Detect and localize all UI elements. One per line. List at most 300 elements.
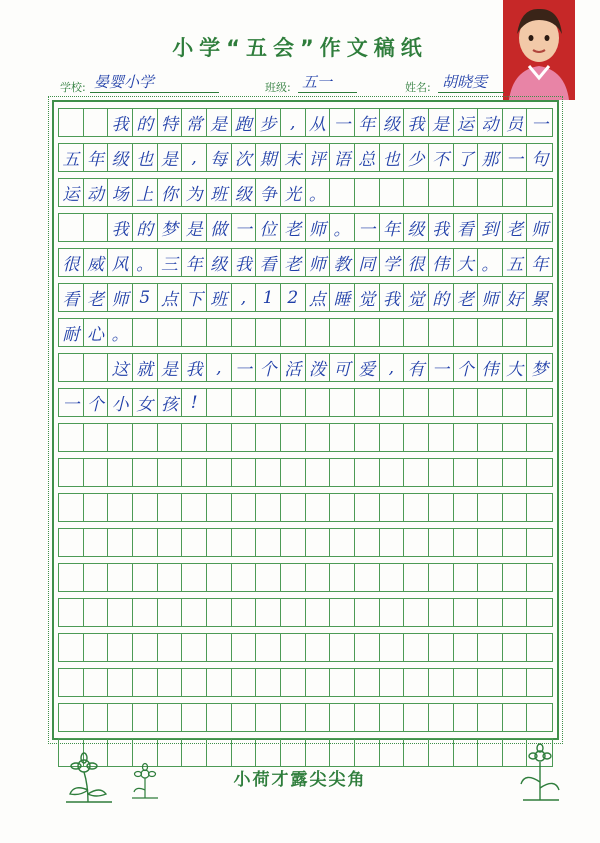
grid-cell: 就 bbox=[133, 354, 158, 381]
grid-cell: 五 bbox=[503, 249, 528, 276]
grid-cell: 一 bbox=[330, 109, 355, 136]
grid-row bbox=[58, 108, 553, 137]
grid-cell bbox=[503, 459, 528, 486]
grid-cell bbox=[133, 459, 158, 486]
grid-cell bbox=[207, 669, 232, 696]
name-field[interactable]: 胡晓雯 bbox=[438, 72, 504, 93]
grid-cell bbox=[404, 599, 429, 626]
grid-cell bbox=[59, 494, 84, 521]
grid-cell bbox=[207, 704, 232, 731]
grid-cell: 运 bbox=[59, 179, 84, 206]
grid-cell bbox=[59, 564, 84, 591]
grid-cell bbox=[281, 389, 306, 416]
grid-cell: 累 bbox=[531, 290, 549, 310]
grid-cell bbox=[355, 704, 380, 731]
grid-cell bbox=[207, 494, 232, 521]
grid-cell: 是 bbox=[158, 354, 183, 381]
grid-cell bbox=[380, 704, 405, 731]
grid-cell bbox=[330, 319, 355, 346]
grid-cell bbox=[133, 564, 158, 591]
grid-cell bbox=[478, 634, 503, 661]
grid-cell bbox=[281, 319, 306, 346]
grid-cell: 级 bbox=[108, 144, 133, 171]
grid-cell bbox=[59, 459, 84, 486]
grid-cell: 1 bbox=[256, 284, 281, 311]
grid-cell: 句 bbox=[531, 150, 549, 170]
grid-cell bbox=[478, 564, 503, 591]
grid-cell bbox=[306, 669, 331, 696]
grid-cell bbox=[429, 599, 454, 626]
grid-cell bbox=[232, 704, 257, 731]
name-label: 姓名: bbox=[405, 81, 431, 94]
grid-cell bbox=[503, 179, 528, 206]
grid-cell: 不 bbox=[429, 144, 454, 171]
grid-cell bbox=[429, 704, 454, 731]
grid-row bbox=[58, 423, 553, 452]
grid-cell bbox=[108, 634, 133, 661]
grid-cell: 师 bbox=[306, 214, 331, 241]
grid-cell bbox=[330, 494, 355, 521]
grid-cell: 心 bbox=[84, 319, 109, 346]
grid-row bbox=[58, 213, 553, 242]
grid-cell: 我 bbox=[429, 214, 454, 241]
grid-cell bbox=[158, 564, 183, 591]
grid-cell bbox=[133, 529, 158, 556]
grid-cell: 。 bbox=[133, 249, 158, 276]
grid-cell bbox=[182, 599, 207, 626]
grid-cell: 常 bbox=[182, 109, 207, 136]
grid-cell bbox=[478, 424, 503, 451]
grid-cell bbox=[133, 494, 158, 521]
grid-cell: 耐 bbox=[59, 319, 84, 346]
grid-row bbox=[58, 318, 553, 347]
grid-cell bbox=[182, 739, 207, 766]
grid-cell: 我 bbox=[232, 249, 257, 276]
footer-slogan: 小荷才露尖尖角 bbox=[233, 770, 367, 790]
grid-cell: 我 bbox=[380, 284, 405, 311]
grid-cell: 个 bbox=[84, 389, 109, 416]
grid-cell bbox=[133, 424, 158, 451]
grid-cell: 5 bbox=[133, 284, 158, 311]
grid-cell bbox=[478, 179, 503, 206]
grid-cell bbox=[59, 669, 84, 696]
grid-cell bbox=[256, 599, 281, 626]
grid-cell: 一 bbox=[232, 354, 257, 381]
grid-cell: 我 bbox=[108, 109, 133, 136]
grid-row bbox=[58, 248, 553, 277]
grid-cell bbox=[281, 669, 306, 696]
grid-cell: 我 bbox=[404, 109, 429, 136]
grid-cell: 的 bbox=[133, 109, 158, 136]
grid-cell bbox=[281, 599, 306, 626]
grid-cell bbox=[404, 424, 429, 451]
grid-cell bbox=[454, 459, 479, 486]
grid-cell bbox=[404, 669, 429, 696]
grid-cell: 一 bbox=[429, 354, 454, 381]
flower-left-icon bbox=[60, 750, 120, 805]
grid-cell bbox=[429, 564, 454, 591]
grid-cell: ! bbox=[182, 389, 207, 416]
grid-cell bbox=[108, 564, 133, 591]
grid-cell: 有 bbox=[404, 354, 429, 381]
grid-cell bbox=[527, 459, 552, 486]
grid-row bbox=[58, 633, 553, 662]
grid-cell bbox=[84, 599, 109, 626]
grid-cell bbox=[84, 634, 109, 661]
grid-cell bbox=[306, 389, 331, 416]
grid-cell bbox=[158, 424, 183, 451]
grid-cell bbox=[527, 179, 552, 206]
grid-cell bbox=[355, 424, 380, 451]
grid-cell: 班 bbox=[207, 179, 232, 206]
grid-cell bbox=[478, 669, 503, 696]
grid-cell bbox=[454, 494, 479, 521]
grid-cell: , bbox=[380, 354, 405, 381]
grid-cell bbox=[256, 634, 281, 661]
grid-cell bbox=[59, 354, 84, 381]
grid-cell: 学 bbox=[380, 249, 405, 276]
grid-cell bbox=[232, 739, 257, 766]
grid-cell bbox=[478, 389, 503, 416]
grid-cell: 威 bbox=[84, 249, 109, 276]
grid-cell bbox=[256, 459, 281, 486]
grid-cell: 泼 bbox=[306, 354, 331, 381]
grid-cell bbox=[207, 389, 232, 416]
grid-cell bbox=[256, 739, 281, 766]
grid-cell: 点 bbox=[158, 284, 183, 311]
grid-cell bbox=[503, 599, 528, 626]
grid-cell: 是 bbox=[158, 144, 183, 171]
grid-cell bbox=[59, 214, 84, 241]
grid-cell: 员 bbox=[503, 109, 528, 136]
grid-cell bbox=[503, 389, 528, 416]
grid-cell bbox=[306, 704, 331, 731]
grid-cell: 是 bbox=[429, 109, 454, 136]
grid-cell bbox=[355, 634, 380, 661]
grid-cell bbox=[281, 704, 306, 731]
grid-cell bbox=[84, 459, 109, 486]
school-label: 学校: bbox=[60, 81, 86, 94]
grid-cell: 上 bbox=[133, 179, 158, 206]
grid-row bbox=[58, 388, 553, 417]
grid-cell bbox=[404, 564, 429, 591]
grid-cell: , bbox=[182, 144, 207, 171]
grid-cell bbox=[404, 494, 429, 521]
grid-cell bbox=[84, 354, 109, 381]
grid-cell bbox=[158, 494, 183, 521]
grid-cell bbox=[158, 669, 183, 696]
grid-row bbox=[58, 178, 553, 207]
grid-cell bbox=[330, 669, 355, 696]
grid-cell bbox=[478, 319, 503, 346]
grid-cell: 末 bbox=[281, 144, 306, 171]
grid-cell bbox=[380, 564, 405, 591]
grid-cell bbox=[232, 319, 257, 346]
grid-cell bbox=[454, 634, 479, 661]
grid-cell bbox=[256, 389, 281, 416]
grid-cell bbox=[281, 494, 306, 521]
grid-cell bbox=[429, 669, 454, 696]
grid-cell: 爱 bbox=[355, 354, 380, 381]
grid-cell bbox=[232, 424, 257, 451]
grid-cell bbox=[527, 424, 552, 451]
grid-cell: 到 bbox=[478, 214, 503, 241]
grid-cell bbox=[133, 599, 158, 626]
grid-cell: 争 bbox=[256, 179, 281, 206]
grid-cell bbox=[527, 704, 552, 731]
grid-cell bbox=[503, 529, 528, 556]
grid-cell bbox=[182, 704, 207, 731]
grid-cell bbox=[380, 459, 405, 486]
grid-cell bbox=[256, 564, 281, 591]
grid-cell bbox=[306, 459, 331, 486]
grid-cell bbox=[232, 529, 257, 556]
grid-cell: 老 bbox=[84, 284, 109, 311]
grid-cell: 班 bbox=[207, 284, 232, 311]
grid-cell bbox=[182, 529, 207, 556]
grid-cell bbox=[182, 424, 207, 451]
grid-cell bbox=[84, 494, 109, 521]
grid-cell: 老 bbox=[503, 214, 528, 241]
grid-cell bbox=[207, 424, 232, 451]
grid-cell bbox=[207, 319, 232, 346]
grid-cell bbox=[355, 459, 380, 486]
grid-cell bbox=[182, 459, 207, 486]
grid-cell bbox=[281, 564, 306, 591]
grid-cell bbox=[306, 529, 331, 556]
grid-cell bbox=[429, 424, 454, 451]
grid-cell: 睡 bbox=[330, 284, 355, 311]
writing-grid bbox=[58, 108, 553, 773]
grid-cell bbox=[380, 494, 405, 521]
grid-cell: 点 bbox=[306, 284, 331, 311]
grid-cell: 位 bbox=[256, 214, 281, 241]
grid-cell: 语 bbox=[330, 144, 355, 171]
grid-cell: 下 bbox=[182, 284, 207, 311]
grid-cell: 级 bbox=[232, 179, 257, 206]
grid-cell bbox=[84, 669, 109, 696]
grid-cell: 每 bbox=[207, 144, 232, 171]
grid-cell: 风 bbox=[108, 249, 133, 276]
grid-cell bbox=[133, 704, 158, 731]
grid-cell bbox=[404, 319, 429, 346]
grid-cell bbox=[158, 704, 183, 731]
grid-cell bbox=[84, 109, 109, 136]
grid-cell bbox=[527, 634, 552, 661]
grid-cell bbox=[256, 704, 281, 731]
grid-cell: 很 bbox=[59, 249, 84, 276]
grid-cell bbox=[503, 634, 528, 661]
grid-cell bbox=[404, 389, 429, 416]
grid-cell bbox=[478, 459, 503, 486]
grid-cell bbox=[454, 389, 479, 416]
grid-cell bbox=[108, 669, 133, 696]
grid-cell bbox=[232, 494, 257, 521]
grid-cell bbox=[478, 599, 503, 626]
grid-cell bbox=[232, 389, 257, 416]
grid-cell bbox=[404, 704, 429, 731]
grid-cell bbox=[182, 564, 207, 591]
grid-cell: 。 bbox=[478, 249, 503, 276]
grid-cell bbox=[84, 529, 109, 556]
small-flower-icon bbox=[128, 762, 162, 802]
grid-cell: 同 bbox=[355, 249, 380, 276]
grid-cell: 年 bbox=[531, 255, 549, 275]
grid-cell: 。 bbox=[306, 179, 331, 206]
grid-cell: 年 bbox=[84, 144, 109, 171]
grid-cell: 为 bbox=[182, 179, 207, 206]
grid-cell: 伟 bbox=[429, 249, 454, 276]
grid-cell bbox=[355, 179, 380, 206]
grid-cell: 级 bbox=[404, 214, 429, 241]
grid-cell bbox=[182, 319, 207, 346]
grid-cell: 评 bbox=[306, 144, 331, 171]
grid-cell bbox=[429, 389, 454, 416]
grid-cell: 总 bbox=[355, 144, 380, 171]
grid-row bbox=[58, 143, 553, 172]
grid-cell bbox=[158, 319, 183, 346]
grid-cell bbox=[108, 599, 133, 626]
grid-cell: 我 bbox=[182, 354, 207, 381]
grid-cell bbox=[404, 739, 429, 766]
grid-cell: 一 bbox=[59, 389, 84, 416]
grid-cell bbox=[182, 634, 207, 661]
grid-cell bbox=[59, 109, 84, 136]
grid-cell bbox=[59, 424, 84, 451]
grid-cell bbox=[330, 739, 355, 766]
grid-cell: 特 bbox=[158, 109, 183, 136]
grid-cell: 你 bbox=[158, 179, 183, 206]
grid-cell bbox=[355, 319, 380, 346]
grid-cell bbox=[281, 424, 306, 451]
grid-cell bbox=[355, 564, 380, 591]
grid-cell bbox=[380, 179, 405, 206]
grid-cell bbox=[306, 599, 331, 626]
grid-cell bbox=[503, 669, 528, 696]
grid-cell: 老 bbox=[281, 249, 306, 276]
grid-cell: 可 bbox=[330, 354, 355, 381]
grid-cell bbox=[478, 529, 503, 556]
grid-cell bbox=[355, 389, 380, 416]
grid-cell bbox=[429, 459, 454, 486]
grid-cell bbox=[380, 529, 405, 556]
grid-row bbox=[58, 668, 553, 697]
grid-cell: 好 bbox=[503, 284, 528, 311]
grid-cell bbox=[355, 599, 380, 626]
grid-cell: 动 bbox=[478, 109, 503, 136]
grid-cell bbox=[527, 319, 552, 346]
page-title: 小学“五会”作文稿纸 bbox=[172, 36, 428, 60]
grid-cell: 是 bbox=[182, 214, 207, 241]
grid-cell: 。 bbox=[108, 319, 133, 346]
grid-cell bbox=[527, 529, 552, 556]
grid-cell: 场 bbox=[108, 179, 133, 206]
grid-cell: 一 bbox=[503, 144, 528, 171]
grid-cell: 也 bbox=[380, 144, 405, 171]
grid-cell: 个 bbox=[256, 354, 281, 381]
grid-cell bbox=[108, 494, 133, 521]
grid-row bbox=[58, 528, 553, 557]
grid-cell bbox=[256, 669, 281, 696]
grid-cell bbox=[429, 634, 454, 661]
grid-cell bbox=[429, 529, 454, 556]
grid-cell bbox=[380, 389, 405, 416]
grid-cell bbox=[158, 599, 183, 626]
grid-cell bbox=[207, 634, 232, 661]
grid-cell bbox=[232, 459, 257, 486]
grid-cell: 梦 bbox=[158, 214, 183, 241]
grid-cell bbox=[454, 669, 479, 696]
grid-cell bbox=[133, 319, 158, 346]
grid-cell: 是 bbox=[207, 109, 232, 136]
grid-cell bbox=[281, 739, 306, 766]
grid-cell: 做 bbox=[207, 214, 232, 241]
grid-cell bbox=[84, 564, 109, 591]
grid-cell bbox=[429, 319, 454, 346]
grid-cell bbox=[454, 529, 479, 556]
grid-cell: 看 bbox=[256, 249, 281, 276]
grid-cell: 年 bbox=[355, 109, 380, 136]
grid-cell bbox=[133, 634, 158, 661]
grid-cell bbox=[306, 634, 331, 661]
grid-cell bbox=[454, 739, 479, 766]
flower-right-icon bbox=[515, 742, 565, 802]
grid-cell bbox=[281, 529, 306, 556]
grid-cell: 师 bbox=[108, 284, 133, 311]
class-field[interactable]: 五一 bbox=[298, 72, 357, 93]
grid-cell bbox=[404, 459, 429, 486]
grid-cell bbox=[232, 564, 257, 591]
grid-cell: 动 bbox=[84, 179, 109, 206]
grid-cell bbox=[527, 494, 552, 521]
grid-cell: 这 bbox=[108, 354, 133, 381]
grid-cell bbox=[207, 529, 232, 556]
grid-cell bbox=[330, 459, 355, 486]
grid-cell: 梦 bbox=[531, 360, 549, 380]
grid-cell bbox=[429, 739, 454, 766]
grid-cell: 光 bbox=[281, 179, 306, 206]
grid-cell bbox=[108, 424, 133, 451]
grid-row bbox=[58, 493, 553, 522]
grid-cell bbox=[454, 564, 479, 591]
grid-cell: 孩 bbox=[158, 389, 183, 416]
grid-row bbox=[58, 703, 553, 732]
grid-cell bbox=[207, 599, 232, 626]
grid-cell bbox=[330, 179, 355, 206]
grid-cell: 也 bbox=[133, 144, 158, 171]
school-field[interactable]: 晏婴小学 bbox=[90, 72, 219, 93]
grid-cell bbox=[232, 599, 257, 626]
grid-cell bbox=[330, 564, 355, 591]
grid-cell bbox=[355, 739, 380, 766]
grid-cell bbox=[454, 704, 479, 731]
grid-cell bbox=[330, 389, 355, 416]
grid-cell bbox=[503, 494, 528, 521]
grid-cell: 一 bbox=[232, 214, 257, 241]
grid-cell bbox=[182, 494, 207, 521]
grid-cell bbox=[84, 214, 109, 241]
grid-cell bbox=[503, 319, 528, 346]
grid-cell: 的 bbox=[133, 214, 158, 241]
grid-cell: 活 bbox=[281, 354, 306, 381]
grid-row bbox=[58, 563, 553, 592]
grid-row bbox=[58, 353, 553, 382]
grid-cell: 期 bbox=[256, 144, 281, 171]
grid-cell bbox=[380, 599, 405, 626]
grid-cell bbox=[380, 669, 405, 696]
grid-cell bbox=[207, 564, 232, 591]
grid-cell bbox=[84, 704, 109, 731]
